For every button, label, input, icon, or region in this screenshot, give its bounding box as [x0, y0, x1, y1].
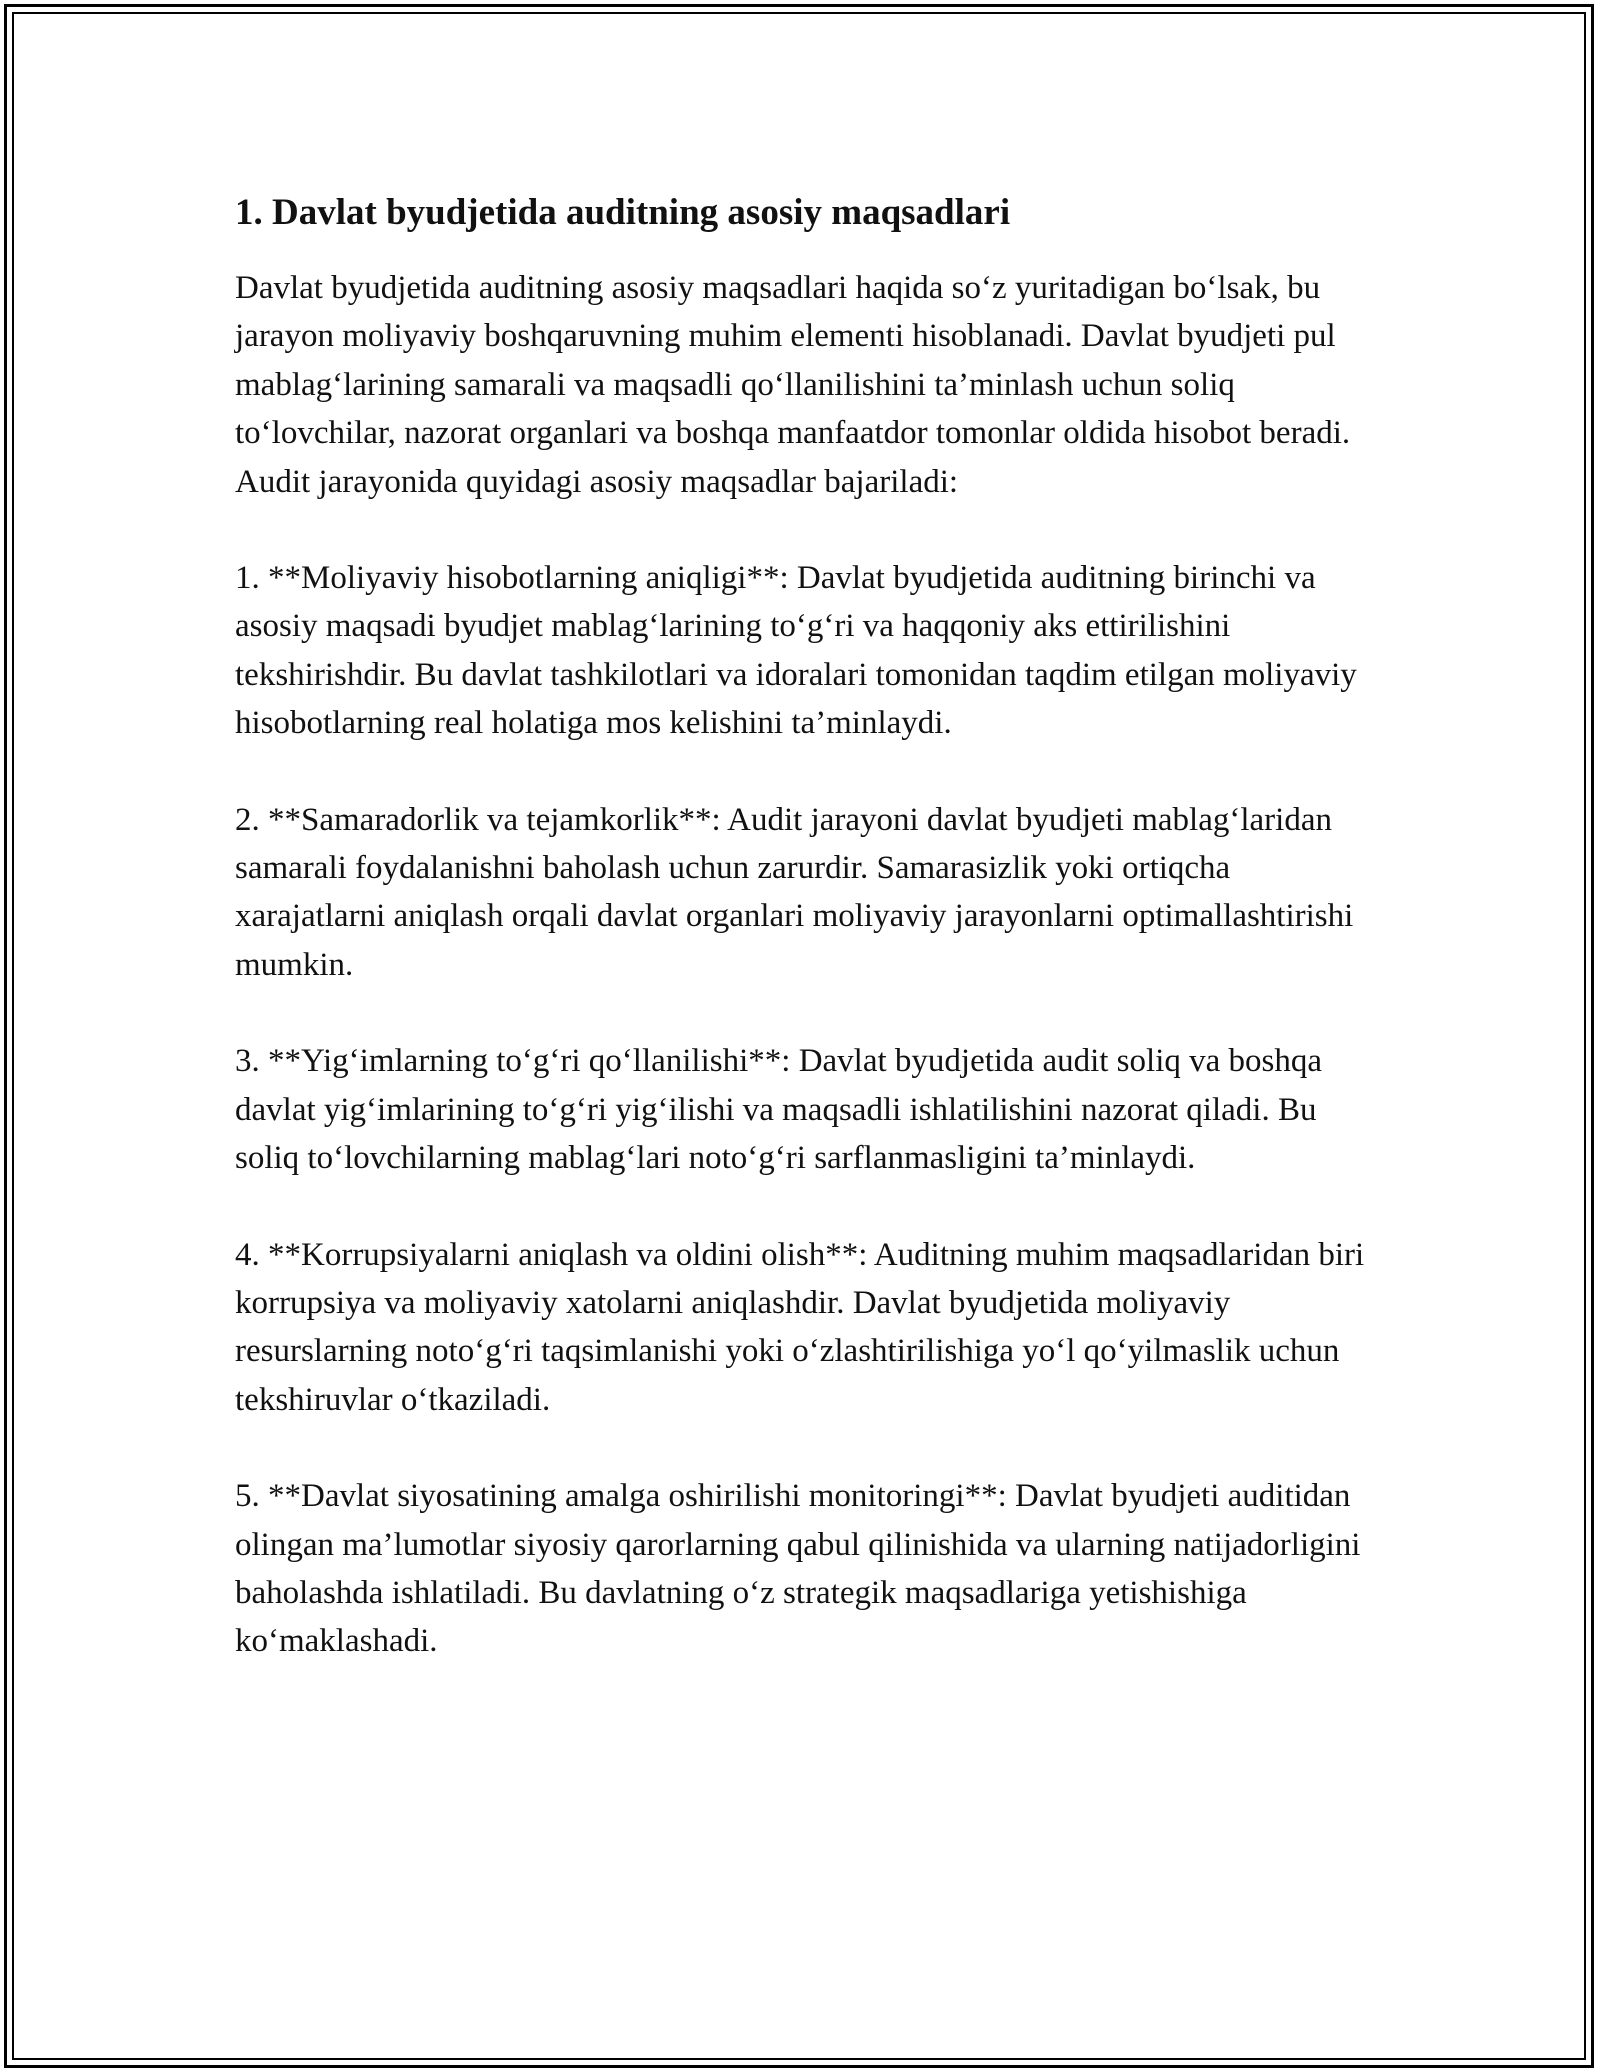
list-item: 3. **Yig‘imlarning to‘g‘ri qo‘llanilishi**: Davlat byudjetida audit soliq va boshqa davlat yig‘imlarining to‘g‘ri yig‘ilishi va maqsadli ishlatilishini nazorat qiladi. Bu soliq to‘lovchilarning mablag‘lari noto‘g‘ri sarflanmasligini ta’minlaydi.: [235, 1043, 1323, 1177]
document-body: [235, 188, 1365, 1666]
list-item: 5. **Davlat siyosatining amalga oshirilishi monitoringi**: Davlat byudjeti auditidan olingan ma’lumotlar siyosiy qarorlarning qabul qilinishida va ularning natijadorligini baholashda ishlatiladi. Bu davlatning o‘z strategik maqsadlariga yetishishiga ko‘maklashadi.: [235, 1478, 1361, 1660]
list-item: 1. **Moliyaviy hisobotlarning aniqligi**: Davlat byudjetida auditning birinchi va asosiy maqsadi byudjet mablag‘larining to‘g‘ri va haqqoniy aks ettirilishini tekshirishdir. Bu davlat tashkilotlari va idoralari tomonidan taqdim etilgan moliyaviy hisobotlarning real holatiga mos kelishini ta’minlaydi.: [235, 560, 1357, 742]
document-title: 1. Davlat byudjetida auditning asosiy maqsadlari: [235, 192, 1011, 233]
list-item: 4. **Korrupsiyalarni aniqlash va oldini olish**: Auditning muhim maqsadlaridan biri korrupsiya va moliyaviy xatolarni aniqlashdir. Davlat byudjetida moliyaviy resurslarning noto‘g‘ri taqsimlanishi yoki o‘zlashtirilishiga yo‘l qo‘yilmaslik uchun tekshiruvlar o‘tkaziladi.: [235, 1236, 1365, 1418]
intro-paragraph: Davlat byudjetida auditning asosiy maqsadlari haqida so‘z yuritadigan bo‘lsak, bu jarayon moliyaviy boshqaruvning muhim elementi hisoblanadi. Davlat byudjeti pul mablag‘larining samarali va maqsadli qo‘llanilishini ta’minlash uchun soliq to‘lovchilar, nazorat organlari va boshqa manfaatdor tomonlar oldida hisobot beradi. Audit jarayonida quyidagi asosiy maqsadlar bajariladi:: [235, 270, 1351, 500]
list-item: 2. **Samaradorlik va tejamkorlik**: Audit jarayoni davlat byudjeti mablag‘laridan samarali foydalanishni baholash uchun zarurdir. Samarasizlik yoki ortiqcha xarajatlarni aniqlash orqali davlat organlari moliyaviy jarayonlarni optimallashtirishi mumkin.: [235, 801, 1354, 983]
